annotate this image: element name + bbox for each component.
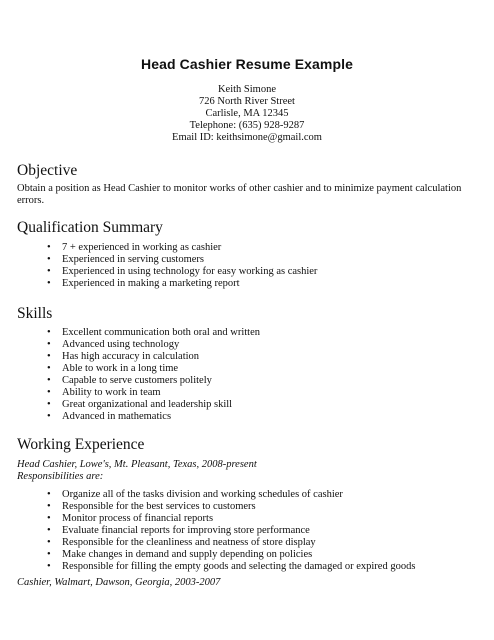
- list-item: • Evaluate financial reports for improving store performance: [47, 525, 415, 537]
- objective-text: Obtain a position as Head Cashier to monitor works of other cashier and to minimize payment calculation errors.: [17, 183, 462, 206]
- contact-street: 726 North River Street: [199, 96, 295, 107]
- objective-heading: Objective: [17, 162, 78, 179]
- contact-email: Email ID: keithsimone@gmail.com: [172, 132, 322, 143]
- job-title-2: Cashier, Walmart, Dawson, Georgia, 2003-2007: [17, 577, 221, 588]
- contact-name: Keith Simone: [217, 84, 277, 95]
- list-item: • Able to work in a long time: [47, 363, 260, 375]
- list-item: • Has high accuracy in calculation: [47, 351, 260, 363]
- list-item: • Make changes in demand and supply depending on policies: [47, 549, 415, 561]
- list-item: • Advanced in mathematics: [47, 411, 260, 423]
- list-item: • Experienced in serving customers: [47, 254, 317, 266]
- list-item: • Advanced using technology: [47, 339, 260, 351]
- job-title-1: Head Cashier, Lowe's, Mt. Pleasant, Texas, 2008-present: [17, 459, 257, 470]
- list-item: • Ability to work in team: [47, 387, 260, 399]
- skills-heading: Skills: [17, 305, 53, 322]
- contact-block: [0, 84, 494, 144]
- list-item: • Capable to serve customers politely: [47, 375, 260, 387]
- qualification-heading: Qualification Summary: [17, 219, 163, 236]
- list-item: • Monitor process of financial reports: [47, 513, 415, 525]
- contact-phone: Telephone: (635) 928-9287: [189, 120, 305, 131]
- list-item: • Organize all of the tasks division and working schedules of cashier: [47, 489, 415, 501]
- skills-list: [47, 327, 260, 423]
- list-item: • Excellent communication both oral and written: [47, 327, 260, 339]
- page-title: Head Cashier Resume Example: [140, 56, 354, 72]
- list-item: • Responsible for the cleanliness and neatness of store display: [47, 537, 415, 549]
- qualification-list: [47, 242, 317, 290]
- list-item: • Experienced in making a marketing report: [47, 278, 317, 290]
- list-item: • Responsible for the best services to customers: [47, 501, 415, 513]
- contact-city: Carlisle, MA 12345: [205, 108, 289, 119]
- list-item: • Great organizational and leadership skill: [47, 399, 260, 411]
- list-item: • 7 + experienced in working as cashier: [47, 242, 317, 254]
- list-item: • Experienced in using technology for easy working as cashier: [47, 266, 317, 278]
- responsibilities-label: Responsibilities are:: [17, 471, 104, 482]
- experience-heading: Working Experience: [17, 436, 145, 453]
- experience-list: [47, 489, 415, 573]
- list-item: • Responsible for filling the empty goods and selecting the damaged or expired goods: [47, 561, 415, 573]
